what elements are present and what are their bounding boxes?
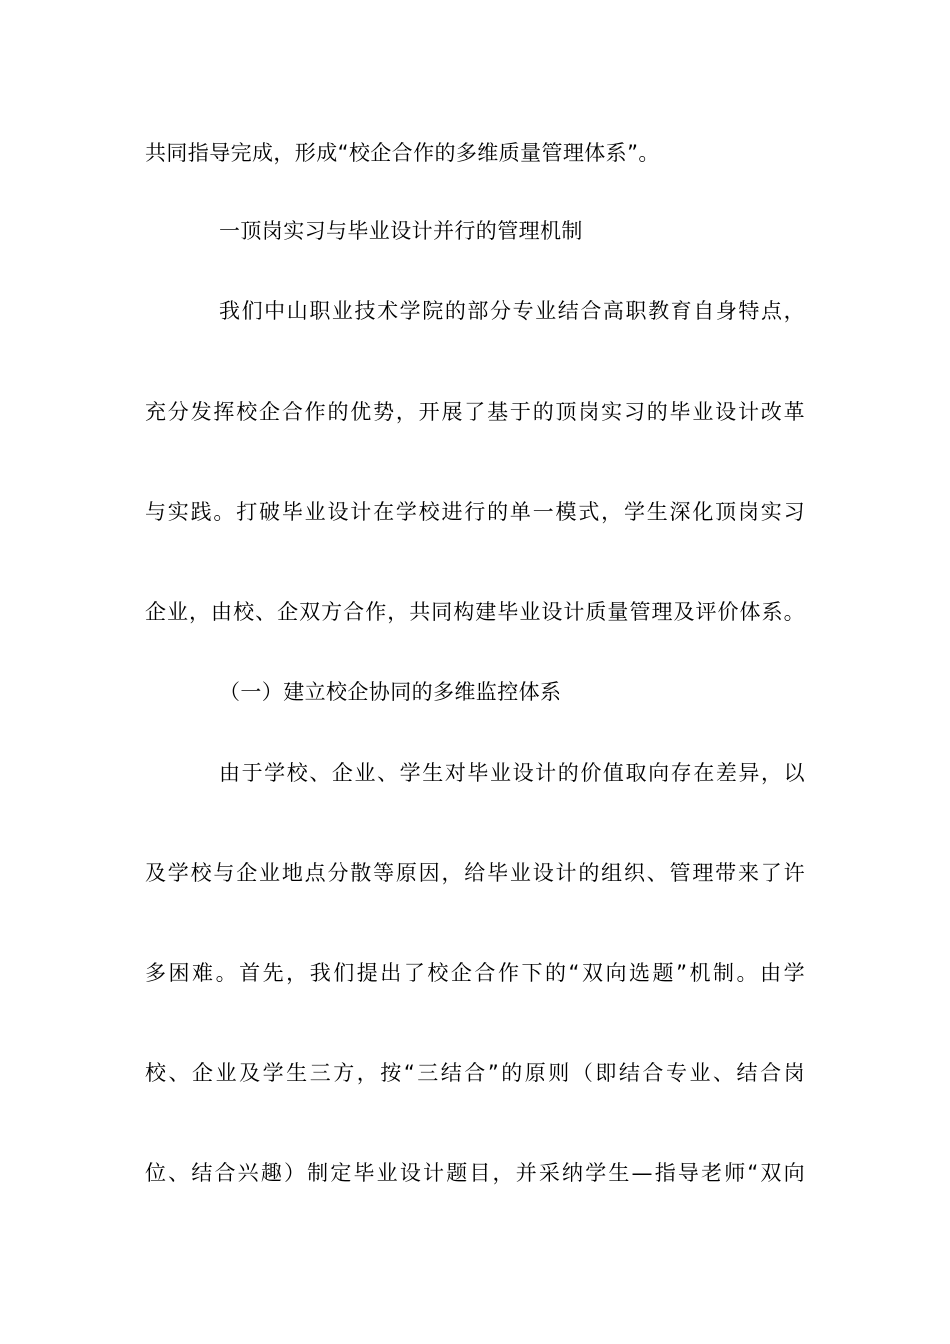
paragraph-line-1: 共同指导完成，形成“校企合作的多维质量管理体系”。 <box>145 141 660 165</box>
paragraph-line-10: 多困难。首先，我们提出了校企合作下的“双向选题”机制。由学 <box>145 961 805 985</box>
paragraph-line-3: 我们中山职业技术学院的部分专业结合高职教育自身特点， <box>219 299 805 323</box>
subsection-heading: （一）建立校企协同的多维监控体系 <box>219 680 562 704</box>
paragraph-line-5: 与实践。打破毕业设计在学校进行的单一模式，学生深化顶岗实习 <box>145 500 805 524</box>
paragraph-line-4: 充分发挥校企合作的优势，开展了基于的顶岗实习的毕业设计改革 <box>145 400 805 424</box>
paragraph-line-8: 由于学校、企业、学生对毕业设计的价值取向存在差异，以 <box>219 761 805 785</box>
paragraph-line-12: 位、结合兴趣）制定毕业设计题目，并采纳学生—指导老师“双向 <box>145 1161 805 1185</box>
section-heading: 一顶岗实习与毕业设计并行的管理机制 <box>219 219 583 243</box>
paragraph-line-9: 及学校与企业地点分散等原因，给毕业设计的组织、管理带来了许 <box>145 861 805 885</box>
paragraph-line-6: 企业，由校、企双方合作，共同构建毕业设计质量管理及评价体系。 <box>145 600 805 624</box>
paragraph-line-11: 校、企业及学生三方，按“三结合”的原则（即结合专业、结合岗 <box>145 1061 805 1085</box>
